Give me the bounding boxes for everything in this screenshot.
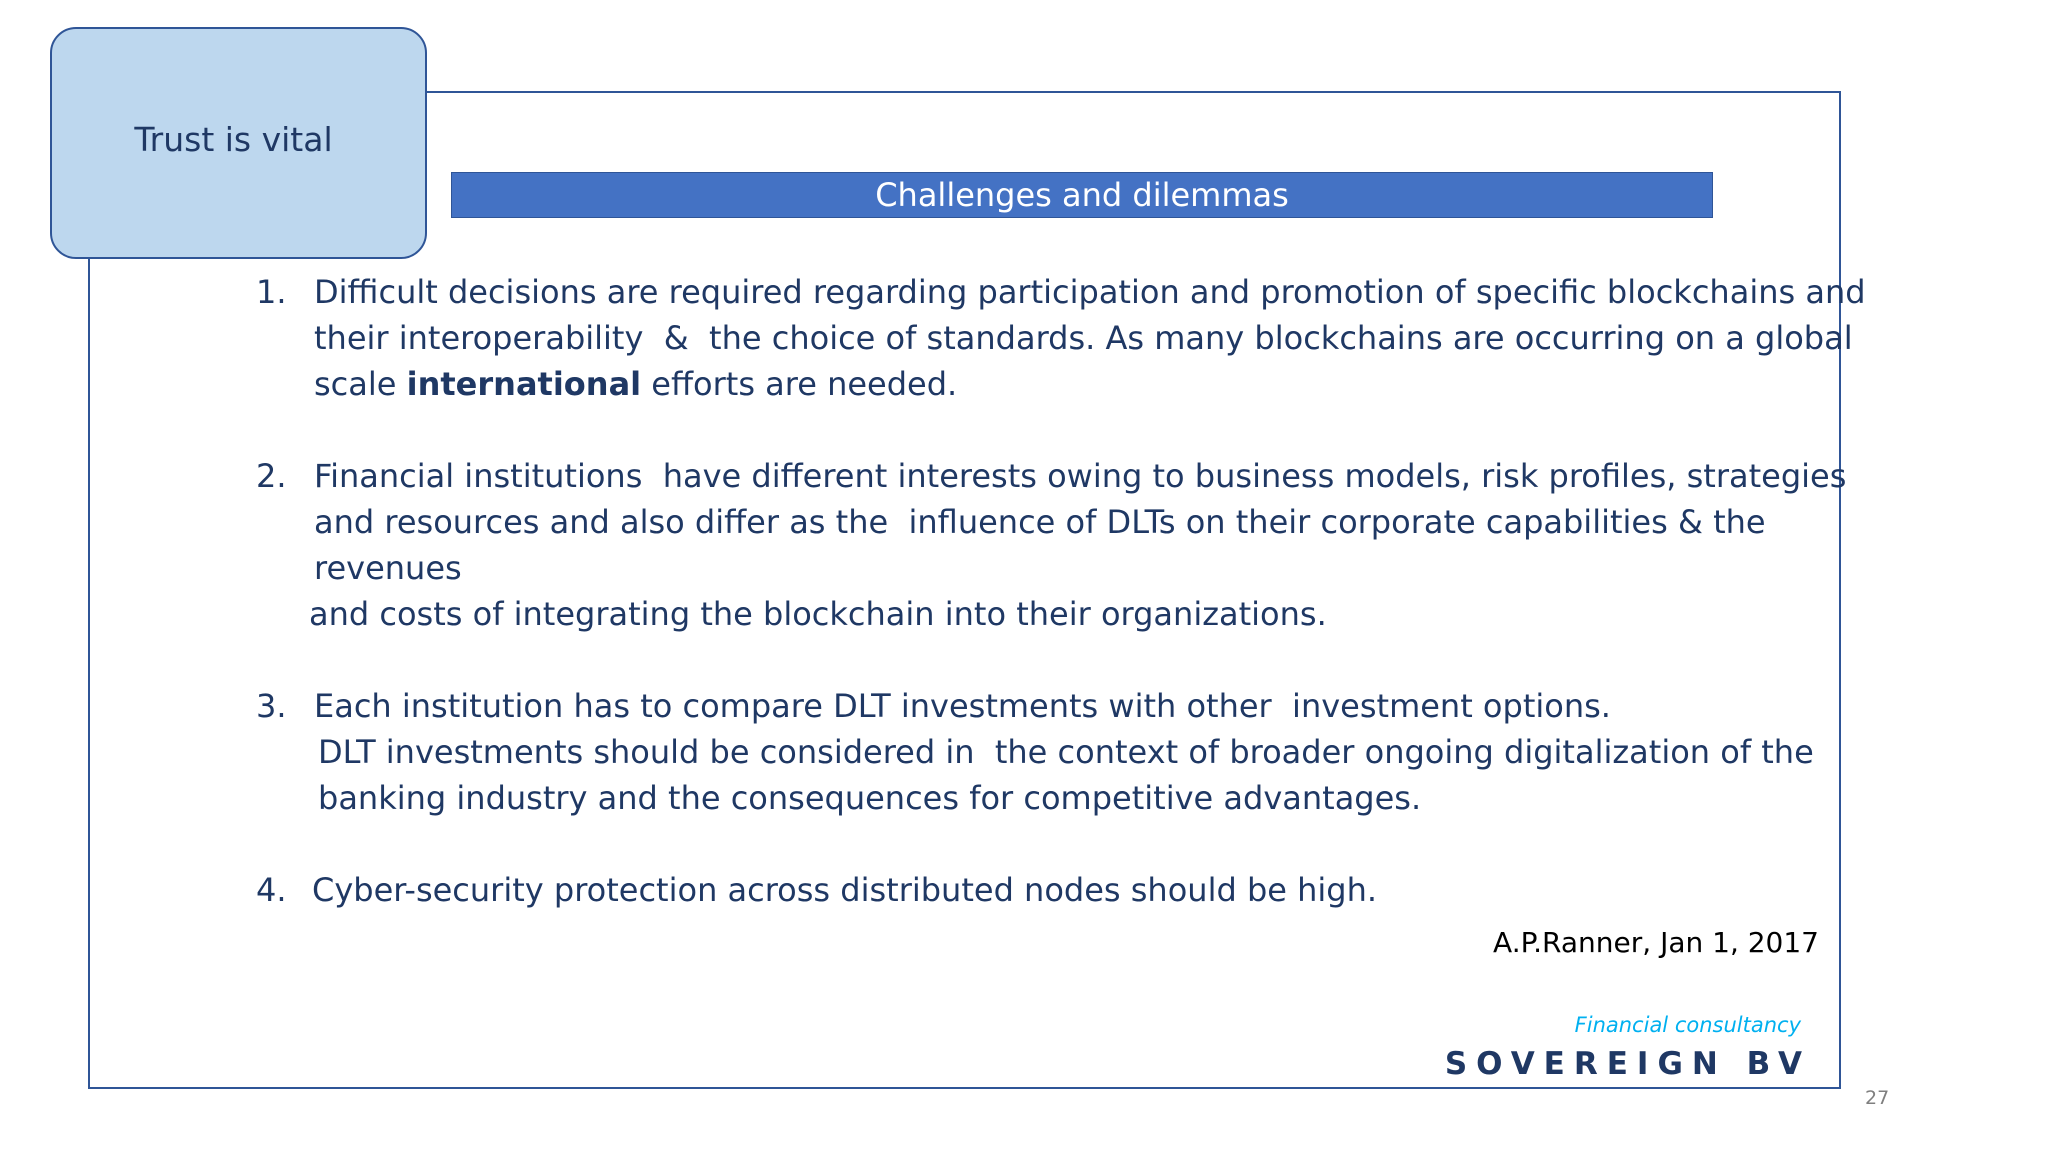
item-3-line-2: DLT investments should be considered in the context of broader ongoing digitalization of the [318,733,1814,771]
footer-consultancy: Financial consultancy [1574,1013,1801,1037]
item-number: 4. [256,871,287,909]
page-number: 27 [1865,1087,1890,1109]
item-2-line-3: revenues [314,549,462,587]
item-number: 3. [256,687,287,725]
emphasis-international: international [406,365,642,403]
item-3-line-3: banking industry and the consequences for competitive advantages. [318,779,1422,817]
trust-callout-label: Trust is vital [134,119,333,159]
item-3-line-1: Each institution has to compare DLT investments with other investment options. [314,687,1611,725]
item-1-line-3-pre: scale [314,365,407,403]
author-credit: A.P.Ranner, Jan 1, 2017 [1493,926,1819,959]
item-4-line-1: Cyber-security protection across distributed nodes should be high. [312,871,1378,909]
item-1-line-1: Difficult decisions are required regarding participation and promotion of specific blockchains and [314,273,1866,311]
item-1-line-2: their interoperability & the choice of standards. As many blockchains are occurring on a global [314,319,1853,357]
item-1-line-3-post: efforts are needed. [641,365,958,403]
item-2-line-2: and resources and also differ as the influence of DLTs on their corporate capabilities & the [314,503,1766,541]
title-bar [451,172,1713,218]
trust-callout-box [50,27,427,259]
item-2-line-1: Financial institutions have different interests owing to business models, risk profiles, strategies [314,457,1847,495]
item-1-line-3 [314,361,957,407]
item-number: 1. [256,273,287,311]
item-number: 2. [256,457,287,495]
footer-brand-logo: SOVEREIGN BV [1444,1046,1811,1082]
item-2-line-4: and costs of integrating the blockchain into their organizations. [309,595,1327,633]
slide-title: Challenges and dilemmas [875,176,1289,214]
